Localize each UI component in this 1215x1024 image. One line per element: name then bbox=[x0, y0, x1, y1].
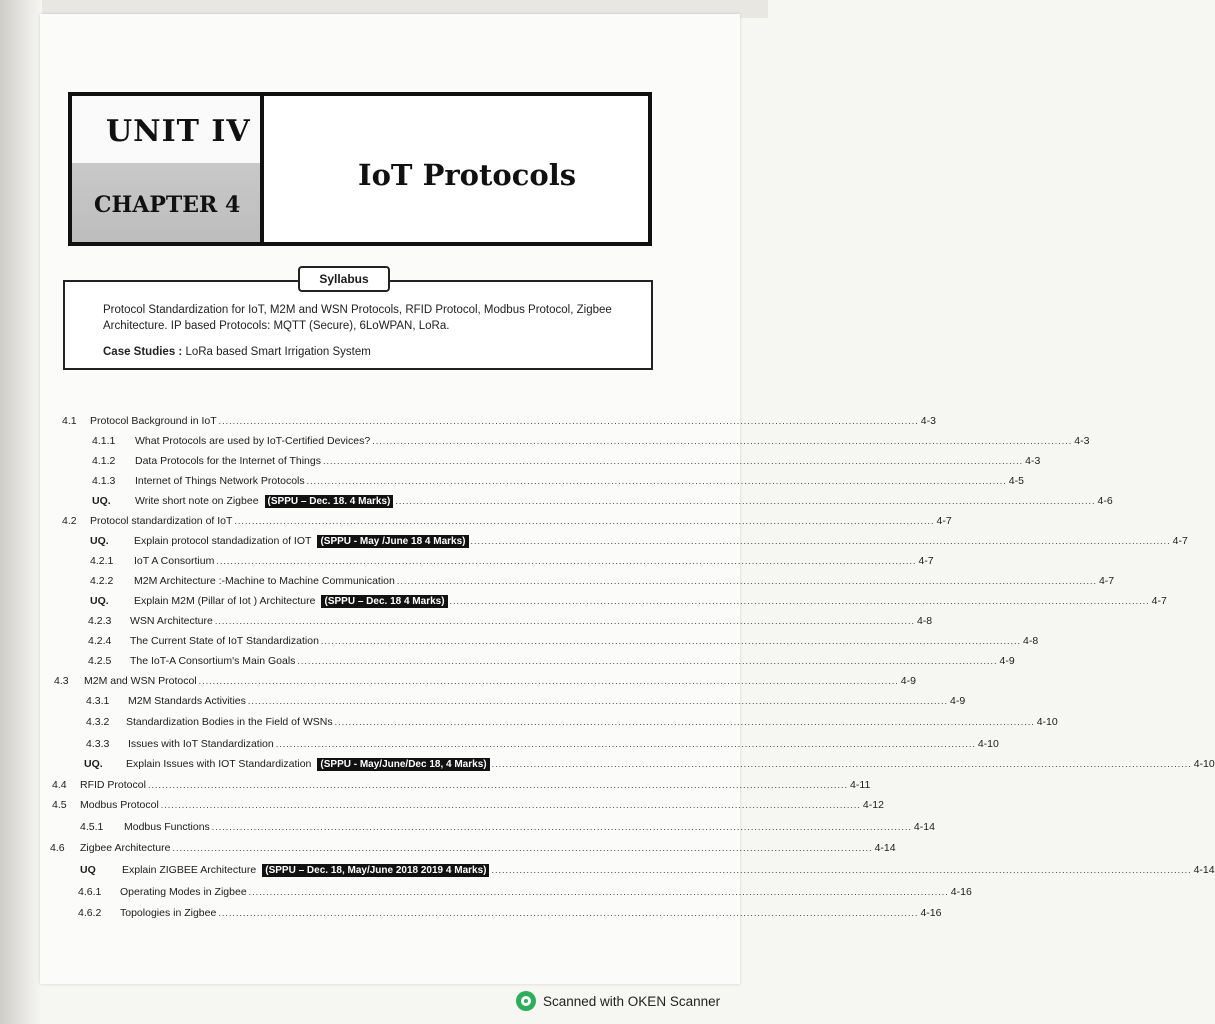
toc-page-number: 4-7 bbox=[1151, 595, 1167, 607]
toc-number: UQ. bbox=[92, 495, 111, 507]
toc-page-number: 4-11 bbox=[850, 779, 871, 791]
toc-title: Operating Modes in Zigbee bbox=[120, 886, 247, 898]
toc-page-number: 4-3 bbox=[1025, 455, 1041, 467]
toc-number: 4.3.3 bbox=[86, 738, 110, 750]
toc-page-number: 4-12 bbox=[862, 799, 884, 811]
toc-row bbox=[90, 533, 1188, 549]
toc-title: Modbus Protocol bbox=[80, 799, 159, 811]
toc-number: 4.2.2 bbox=[90, 575, 114, 587]
scanner-watermark bbox=[516, 991, 720, 1011]
toc-title: Standardization Bodies in the Field of WSNs bbox=[126, 716, 333, 728]
unit-label: UNIT IV bbox=[106, 114, 251, 149]
dot-leader: ........................................................................................................................................................................................................ bbox=[234, 516, 935, 526]
toc-title: Explain M2M (Pillar of Iot ) Architecture bbox=[134, 595, 316, 607]
toc-number: 4.5 bbox=[52, 799, 67, 811]
oken-scanner-logo-icon bbox=[516, 991, 536, 1011]
dot-leader: ........................................................................................................................................................................................................ bbox=[491, 759, 1192, 769]
toc-title: M2M Architecture :-Machine to Machine Communication bbox=[134, 575, 395, 587]
dot-leader: ........................................................................................................................................................................................................ bbox=[297, 656, 998, 666]
toc-number: 4.3 bbox=[54, 675, 69, 687]
toc-page-number: 4-7 bbox=[1172, 535, 1188, 547]
toc-title: Protocol standardization of IoT bbox=[90, 515, 233, 527]
dot-leader: ........................................................................................................................................................................................................ bbox=[334, 717, 1035, 727]
toc-row bbox=[92, 433, 1090, 449]
toc-row bbox=[62, 513, 952, 529]
toc-page-number: 4-7 bbox=[1098, 575, 1115, 587]
toc-title: Modbus Functions bbox=[124, 821, 210, 833]
toc-row bbox=[88, 633, 1039, 649]
toc-number: UQ. bbox=[84, 758, 103, 770]
dot-leader: ........................................................................................................................................................................................................ bbox=[449, 596, 1150, 606]
toc-page-number: 4-3 bbox=[1074, 435, 1090, 447]
toc-page-number: 4-10 bbox=[1193, 758, 1215, 770]
toc-title: The IoT-A Consortium's Main Goals bbox=[130, 655, 296, 667]
toc-row bbox=[78, 884, 972, 900]
toc-row bbox=[78, 905, 942, 921]
toc-page-number: 4-7 bbox=[918, 555, 934, 567]
toc-page-number: 4-8 bbox=[1023, 635, 1039, 647]
toc-title: The Current State of IoT Standardization bbox=[130, 635, 319, 647]
toc-page-number: 4-14 bbox=[913, 821, 935, 833]
toc-page-number: 4-9 bbox=[900, 675, 916, 687]
toc-page-number: 4-16 bbox=[920, 907, 942, 919]
toc-number: 4.3.1 bbox=[86, 695, 110, 707]
exam-badge: (SPPU – Dec. 18. 4 Marks) bbox=[265, 495, 394, 508]
toc-row bbox=[54, 673, 916, 689]
toc-number: 4.2 bbox=[62, 515, 77, 527]
toc-row bbox=[88, 613, 933, 629]
toc-row bbox=[62, 413, 936, 429]
case-studies-text: LoRa based Smart Irrigation System bbox=[185, 346, 371, 358]
dot-leader: ........................................................................................................................................................................................................ bbox=[214, 616, 915, 626]
toc-number: UQ. bbox=[90, 595, 109, 607]
toc-number: UQ. bbox=[90, 535, 109, 547]
toc-title: Write short note on Zigbee bbox=[135, 495, 259, 507]
toc-number: 4.1.1 bbox=[92, 435, 116, 447]
toc-page-number: 4-9 bbox=[950, 695, 966, 707]
toc-row bbox=[52, 797, 884, 813]
toc-number: 4.1 bbox=[62, 415, 77, 427]
toc-title: RFID Protocol bbox=[80, 779, 146, 791]
toc-row bbox=[86, 736, 999, 752]
toc-number: 4.2.1 bbox=[90, 555, 114, 567]
toc-page-number: 4-3 bbox=[920, 415, 936, 427]
toc-number: 4.2.3 bbox=[88, 615, 112, 627]
dot-leader: ........................................................................................................................................................................................................ bbox=[396, 576, 1097, 586]
exam-badge: (SPPU – Dec. 18, May/June 2018 2019 4 Marks) bbox=[262, 864, 489, 877]
dot-leader: ........................................................................................................................................................................................................ bbox=[248, 887, 949, 897]
exam-badge: (SPPU – Dec. 18 4 Marks) bbox=[321, 595, 447, 608]
exam-badge: (SPPU - May/June/Dec 18, 4 Marks) bbox=[317, 758, 489, 771]
toc-title: M2M and WSN Protocol bbox=[84, 675, 197, 687]
toc-row bbox=[90, 553, 934, 569]
toc-row bbox=[86, 714, 1058, 730]
dot-leader: ........................................................................................................................................................................................................ bbox=[491, 865, 1192, 875]
dot-leader: ........................................................................................................................................................................................................ bbox=[395, 496, 1096, 506]
toc-title: Explain Issues with IOT Standardization bbox=[126, 758, 312, 770]
toc-page-number: 4-6 bbox=[1097, 495, 1113, 507]
dot-leader: ........................................................................................................................................................................................................ bbox=[275, 739, 976, 749]
toc-page-number: 4-16 bbox=[950, 886, 972, 898]
toc-row bbox=[88, 653, 1015, 669]
toc-number: 4.2.4 bbox=[88, 635, 112, 647]
case-studies bbox=[103, 346, 371, 358]
exam-badge: (SPPU - May /June 18 4 Marks) bbox=[317, 535, 468, 548]
toc-number: 4.3.2 bbox=[86, 716, 110, 728]
toc-number: UQ bbox=[80, 864, 96, 876]
toc-page-number: 4-14 bbox=[1193, 864, 1215, 876]
dot-leader: ........................................................................................................................................................................................................ bbox=[320, 636, 1022, 646]
toc-title: Explain ZIGBEE Architecture bbox=[122, 864, 257, 876]
chapter-label: CHAPTER 4 bbox=[94, 192, 241, 218]
toc-title: Data Protocols for the Internet of Things bbox=[135, 455, 321, 467]
toc-row bbox=[52, 777, 871, 793]
scanner-label: Scanned with OKEN Scanner bbox=[543, 993, 721, 1009]
dot-leader: ........................................................................................................................................................................................................ bbox=[372, 436, 1073, 446]
chapter-title: IoT Protocols bbox=[358, 158, 577, 192]
dot-leader: ........................................................................................................................................................................................................ bbox=[216, 556, 917, 566]
page-binding-shadow bbox=[0, 0, 42, 1024]
toc-title: M2M Standards Activities bbox=[128, 695, 246, 707]
toc-page-number: 4-5 bbox=[1008, 475, 1024, 487]
toc-row bbox=[84, 756, 1215, 772]
case-studies-label: Case Studies : bbox=[103, 346, 183, 358]
toc-row bbox=[90, 593, 1167, 609]
toc-number: 4.5.1 bbox=[80, 821, 104, 833]
dot-leader: ........................................................................................................................................................................................................ bbox=[160, 800, 861, 810]
chapter-header bbox=[68, 92, 652, 246]
toc-page-number: 4-9 bbox=[999, 655, 1015, 667]
toc-row bbox=[86, 693, 966, 709]
toc-row bbox=[90, 573, 1115, 589]
toc-title: IoT A Consortium bbox=[134, 555, 215, 567]
toc-title: Zigbee Architecture bbox=[80, 842, 171, 854]
toc-title: Protocol Background in IoT bbox=[90, 415, 217, 427]
toc-title: Issues with IoT Standardization bbox=[128, 738, 274, 750]
dot-leader: ........................................................................................................................................................................................................ bbox=[198, 676, 899, 686]
unit-panel bbox=[72, 96, 262, 242]
toc-row bbox=[80, 819, 935, 835]
toc-number: 4.6.2 bbox=[78, 907, 102, 919]
toc-number: 4.6.1 bbox=[78, 886, 102, 898]
toc-title: Internet of Things Network Protocols bbox=[135, 475, 305, 487]
dot-leader: ........................................................................................................................................................................................................ bbox=[147, 780, 849, 790]
toc-row bbox=[50, 840, 896, 856]
toc-page-number: 4-7 bbox=[936, 515, 952, 527]
dot-leader: ........................................................................................................................................................................................................ bbox=[218, 416, 919, 426]
toc-title: Topologies in Zigbee bbox=[120, 907, 217, 919]
dot-leader: ........................................................................................................................................................................................................ bbox=[172, 843, 873, 853]
toc-page-number: 4-8 bbox=[916, 615, 933, 627]
syllabus-box bbox=[63, 280, 653, 370]
toc-title: What Protocols are used by IoT-Certified Devices? bbox=[135, 435, 371, 447]
dot-leader: ........................................................................................................................................................................................................ bbox=[470, 536, 1171, 546]
dot-leader: ........................................................................................................................................................................................................ bbox=[323, 456, 1024, 466]
toc-page-number: 4-10 bbox=[977, 738, 999, 750]
toc-page-number: 4-14 bbox=[874, 842, 896, 854]
toc-row bbox=[92, 453, 1041, 469]
toc-number: 4.4 bbox=[52, 779, 67, 791]
dot-leader: ........................................................................................................................................................................................................ bbox=[247, 696, 948, 706]
dot-leader: ........................................................................................................................................................................................................ bbox=[306, 476, 1007, 486]
syllabus-text: Protocol Standardization for IoT, M2M and WSN Protocols, RFID Protocol, Modbus Protocol, Zigbee Architecture. IP based Protocols: MQTT (Secure), 6LoWPAN, LoRa. bbox=[103, 304, 612, 332]
header-divider bbox=[260, 96, 264, 242]
toc-number: 4.1.3 bbox=[92, 475, 116, 487]
dot-leader: ........................................................................................................................................................................................................ bbox=[218, 908, 919, 918]
toc-number: 4.2.5 bbox=[88, 655, 112, 667]
toc-row bbox=[80, 862, 1215, 878]
toc-title: WSN Architecture bbox=[130, 615, 213, 627]
toc-page-number: 4-10 bbox=[1036, 716, 1058, 728]
toc-row bbox=[92, 473, 1024, 489]
syllabus-label: Syllabus bbox=[298, 266, 390, 292]
toc-title: Explain protocol standadization of IOT bbox=[134, 535, 312, 547]
dot-leader: ........................................................................................................................................................................................................ bbox=[211, 822, 912, 832]
toc-number: 4.6 bbox=[50, 842, 65, 854]
toc-number: 4.1.2 bbox=[92, 455, 116, 467]
toc-row bbox=[92, 493, 1113, 509]
